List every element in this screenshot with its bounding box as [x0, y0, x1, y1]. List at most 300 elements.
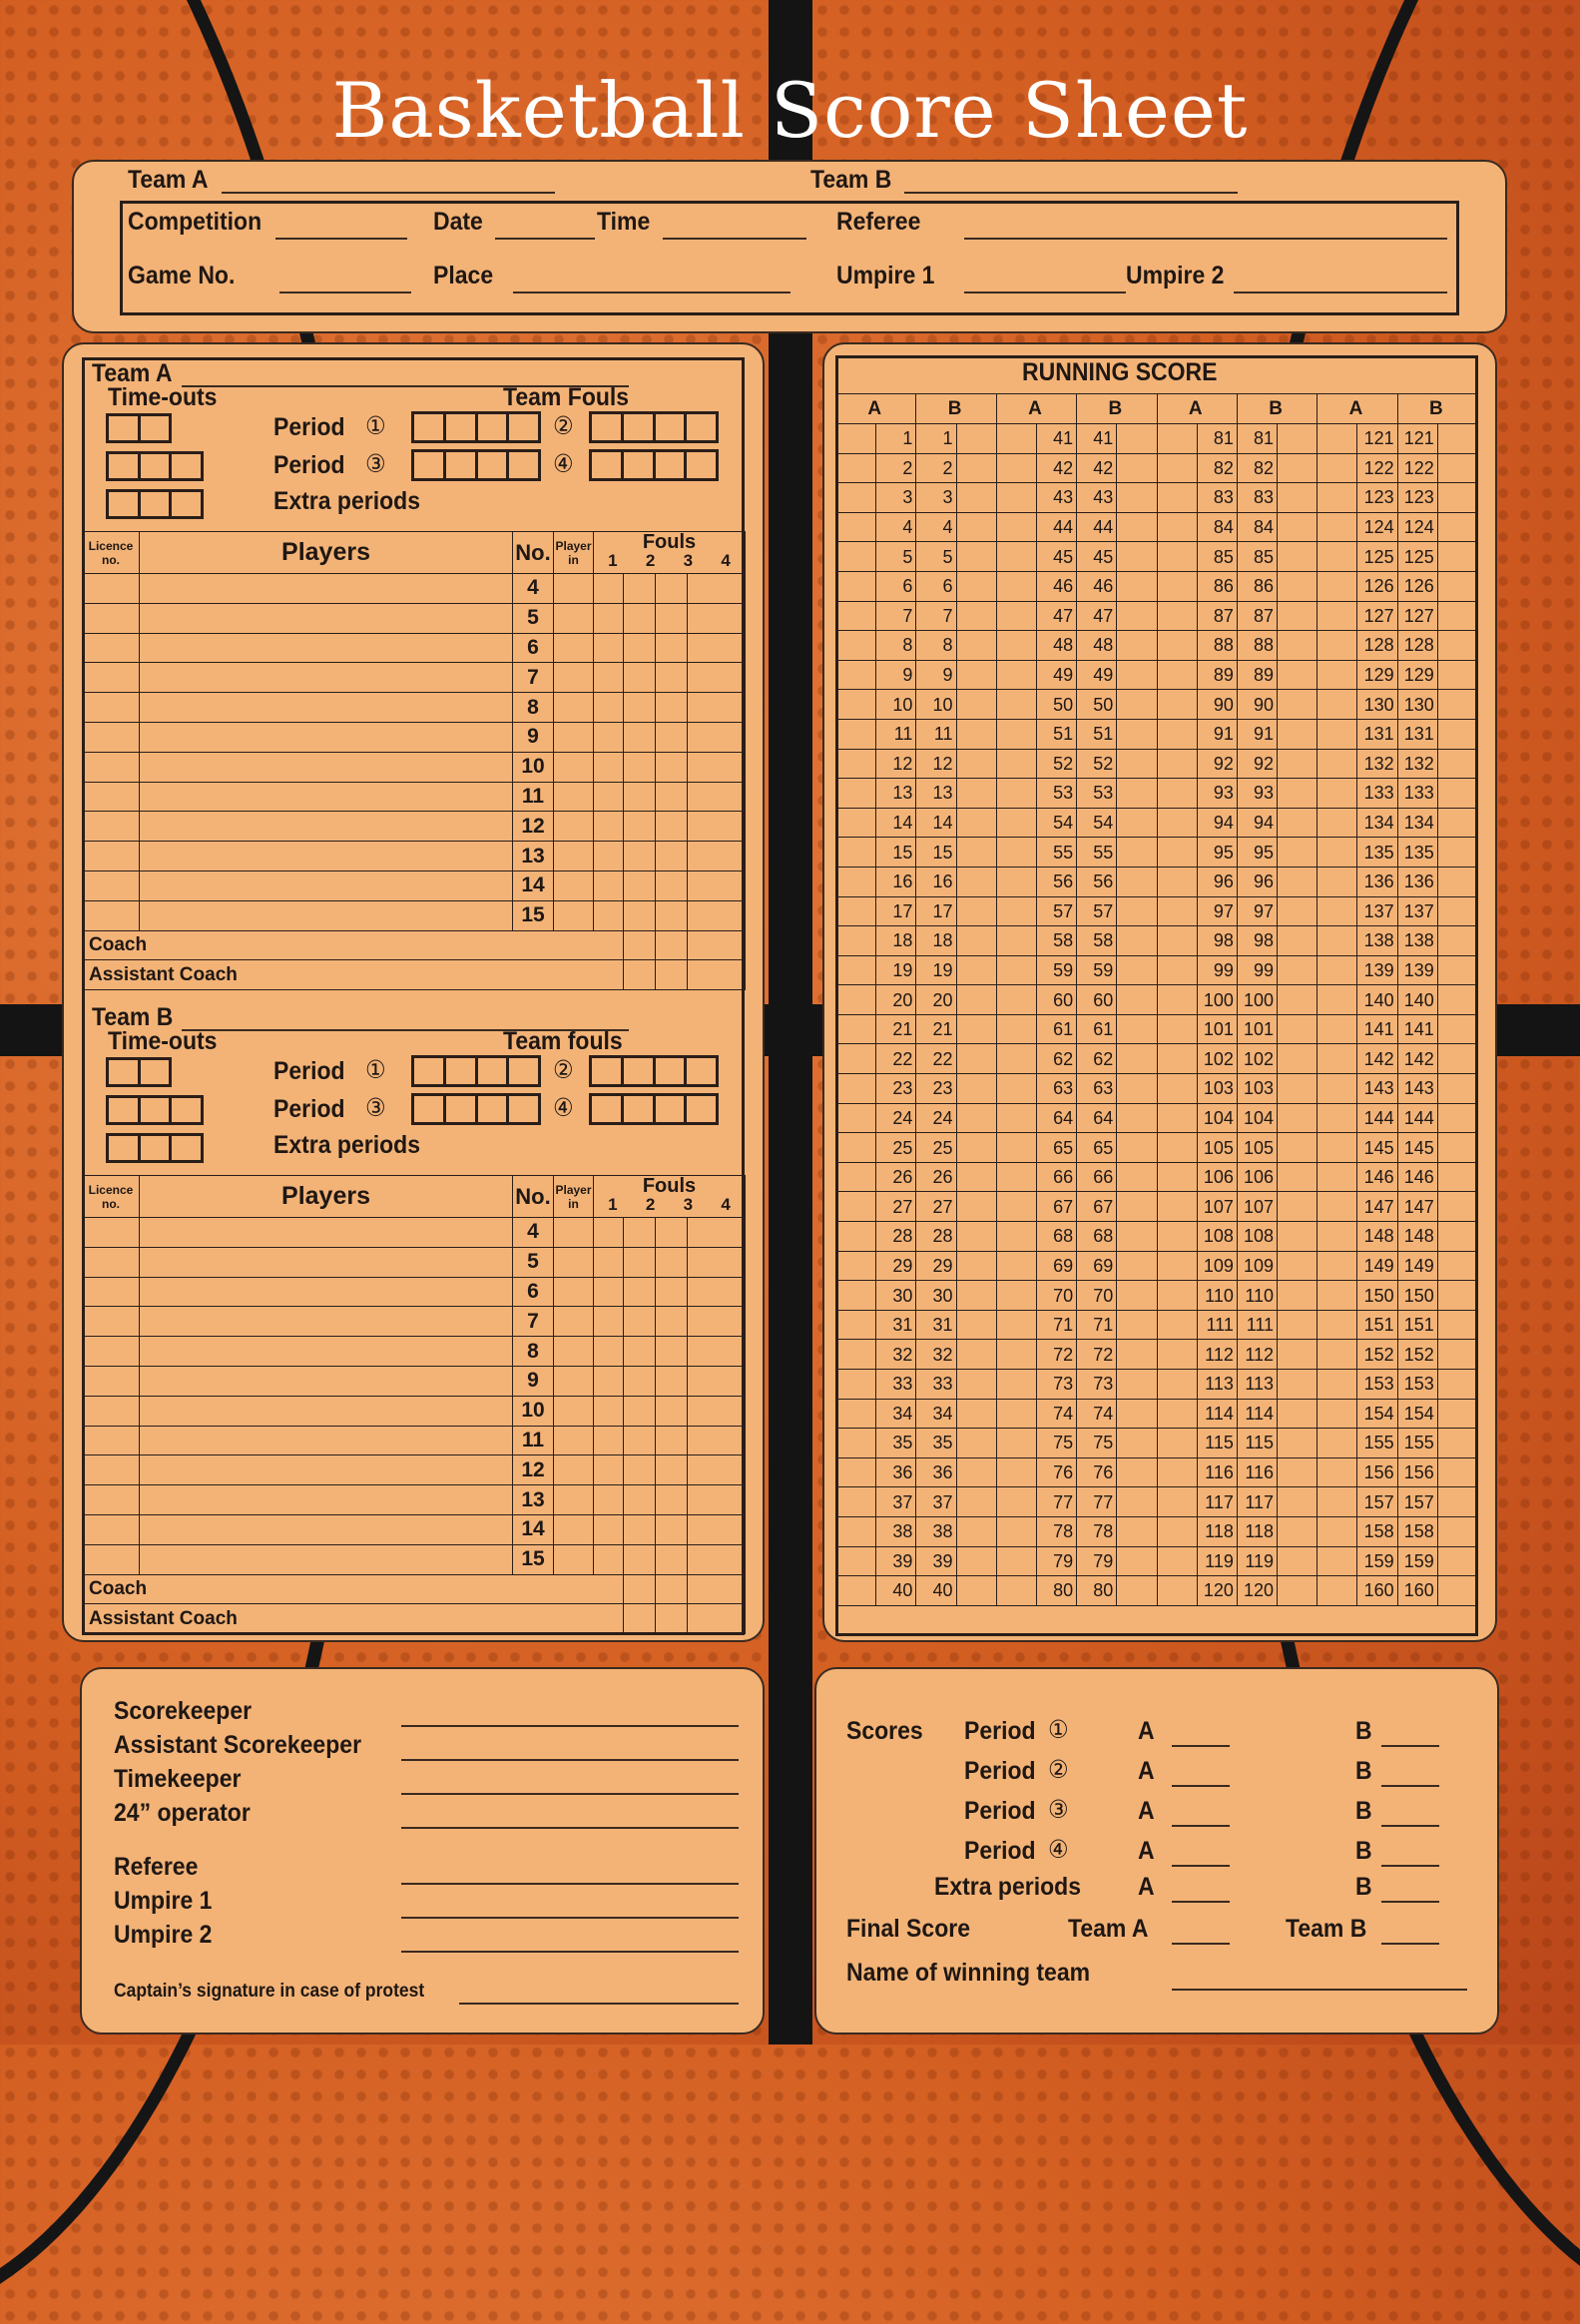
- running-score-mark-b[interactable]: [956, 926, 996, 956]
- running-score-mark-a[interactable]: [1157, 985, 1197, 1015]
- box-cell[interactable]: [141, 1060, 170, 1084]
- box-cell[interactable]: [656, 1096, 688, 1122]
- foul-cell[interactable]: [656, 842, 688, 872]
- scores-a-field-1[interactable]: [1172, 1745, 1230, 1747]
- team-b-fouls-period-4[interactable]: [589, 1093, 719, 1125]
- running-score-a-121[interactable]: 121: [1357, 424, 1397, 454]
- final-team-b-field[interactable]: [1381, 1943, 1439, 1945]
- running-score-b-95[interactable]: 95: [1237, 838, 1277, 868]
- licence-cell[interactable]: [83, 574, 140, 604]
- running-score-mark-b[interactable]: [1278, 926, 1317, 956]
- running-score-b-119[interactable]: 119: [1237, 1546, 1277, 1576]
- running-score-a-72[interactable]: 72: [1036, 1340, 1076, 1370]
- running-score-mark-a[interactable]: [1157, 1399, 1197, 1429]
- running-score-mark-b[interactable]: [956, 1133, 996, 1163]
- running-score-mark-a[interactable]: [1157, 1457, 1197, 1487]
- running-score-b-132[interactable]: 132: [1397, 749, 1437, 779]
- running-score-mark-b[interactable]: [1437, 1576, 1477, 1606]
- running-score-mark-b[interactable]: [1437, 512, 1477, 542]
- running-score-mark-a[interactable]: [836, 660, 876, 690]
- running-score-mark-a[interactable]: [1157, 631, 1197, 661]
- time-field[interactable]: [663, 238, 806, 240]
- team-b-fouls-period-2[interactable]: [589, 1055, 719, 1087]
- running-score-b-74[interactable]: 74: [1077, 1399, 1117, 1429]
- running-score-b-41[interactable]: 41: [1077, 424, 1117, 454]
- running-score-a-57[interactable]: 57: [1036, 896, 1076, 926]
- running-score-mark-a[interactable]: [1157, 719, 1197, 749]
- team-b-timeouts-row1[interactable]: [106, 1057, 172, 1087]
- player-in-cell[interactable]: [554, 782, 594, 812]
- running-score-a-62[interactable]: 62: [1036, 1044, 1076, 1074]
- running-score-b-136[interactable]: 136: [1397, 867, 1437, 896]
- running-score-b-14[interactable]: 14: [916, 808, 956, 838]
- running-score-a-51[interactable]: 51: [1036, 719, 1076, 749]
- foul-cell[interactable]: [688, 1514, 746, 1544]
- coach-foul-cell[interactable]: [656, 930, 688, 960]
- running-score-a-154[interactable]: 154: [1357, 1399, 1397, 1429]
- foul-cell[interactable]: [688, 752, 746, 782]
- box-cell[interactable]: [509, 1096, 538, 1122]
- box-cell[interactable]: [414, 452, 446, 478]
- running-score-a-159[interactable]: 159: [1357, 1546, 1397, 1576]
- running-score-b-140[interactable]: 140: [1397, 985, 1437, 1015]
- running-score-mark-a[interactable]: [1317, 1103, 1357, 1133]
- running-score-mark-b[interactable]: [956, 1340, 996, 1370]
- box-cell[interactable]: [141, 492, 173, 516]
- running-score-b-58[interactable]: 58: [1077, 926, 1117, 956]
- running-score-a-152[interactable]: 152: [1357, 1340, 1397, 1370]
- running-score-mark-b[interactable]: [956, 571, 996, 601]
- running-score-b-12[interactable]: 12: [916, 749, 956, 779]
- running-score-mark-a[interactable]: [996, 838, 1036, 868]
- running-score-a-125[interactable]: 125: [1357, 542, 1397, 572]
- running-score-b-143[interactable]: 143: [1397, 1074, 1437, 1104]
- running-score-a-25[interactable]: 25: [876, 1133, 916, 1163]
- foul-cell[interactable]: [656, 1514, 688, 1544]
- running-score-a-110[interactable]: 110: [1197, 1281, 1237, 1311]
- scores-extra-b-field[interactable]: [1381, 1901, 1439, 1903]
- player-name-cell[interactable]: [140, 1337, 513, 1367]
- running-score-a-77[interactable]: 77: [1036, 1487, 1076, 1517]
- foul-cell[interactable]: [594, 1277, 624, 1307]
- scores-a-field-4[interactable]: [1172, 1865, 1230, 1867]
- running-score-mark-a[interactable]: [1317, 601, 1357, 631]
- date-field[interactable]: [495, 238, 595, 240]
- running-score-a-22[interactable]: 22: [876, 1044, 916, 1074]
- running-score-a-83[interactable]: 83: [1197, 483, 1237, 513]
- running-score-a-92[interactable]: 92: [1197, 749, 1237, 779]
- running-score-mark-a[interactable]: [1157, 926, 1197, 956]
- running-score-mark-b[interactable]: [1437, 424, 1477, 454]
- running-score-mark-b[interactable]: [1117, 424, 1157, 454]
- box-cell[interactable]: [109, 492, 141, 516]
- running-score-mark-a[interactable]: [836, 867, 876, 896]
- player-name-cell[interactable]: [140, 842, 513, 872]
- running-score-mark-b[interactable]: [1278, 1546, 1317, 1576]
- running-score-mark-a[interactable]: [996, 985, 1036, 1015]
- running-score-b-87[interactable]: 87: [1237, 601, 1277, 631]
- running-score-b-32[interactable]: 32: [916, 1340, 956, 1370]
- running-score-mark-b[interactable]: [1437, 542, 1477, 572]
- running-score-a-119[interactable]: 119: [1197, 1546, 1237, 1576]
- running-score-b-47[interactable]: 47: [1077, 601, 1117, 631]
- foul-cell[interactable]: [688, 812, 746, 842]
- player-name-cell[interactable]: [140, 722, 513, 752]
- coach-foul-cell[interactable]: [656, 1574, 688, 1604]
- running-score-a-68[interactable]: 68: [1036, 1222, 1076, 1252]
- running-score-b-152[interactable]: 152: [1397, 1340, 1437, 1370]
- team-b-fouls-period-1[interactable]: [411, 1055, 541, 1087]
- foul-cell[interactable]: [688, 1485, 746, 1515]
- coach-foul-cell[interactable]: [624, 960, 656, 990]
- foul-cell[interactable]: [624, 812, 656, 842]
- running-score-a-24[interactable]: 24: [876, 1103, 916, 1133]
- running-score-a-134[interactable]: 134: [1357, 808, 1397, 838]
- running-score-a-145[interactable]: 145: [1357, 1133, 1397, 1163]
- running-score-b-126[interactable]: 126: [1397, 571, 1437, 601]
- running-score-a-41[interactable]: 41: [1036, 424, 1076, 454]
- running-score-mark-b[interactable]: [956, 867, 996, 896]
- running-score-b-60[interactable]: 60: [1077, 985, 1117, 1015]
- licence-cell[interactable]: [83, 693, 140, 723]
- running-score-mark-a[interactable]: [1157, 424, 1197, 454]
- foul-cell[interactable]: [656, 1426, 688, 1455]
- running-score-mark-b[interactable]: [1278, 1074, 1317, 1104]
- scores-extra-a-field[interactable]: [1172, 1901, 1230, 1903]
- running-score-mark-b[interactable]: [1117, 453, 1157, 483]
- team-a-timeouts-row1[interactable]: [106, 413, 172, 443]
- running-score-b-139[interactable]: 139: [1397, 955, 1437, 985]
- running-score-b-10[interactable]: 10: [916, 690, 956, 720]
- foul-cell[interactable]: [656, 1455, 688, 1485]
- running-score-mark-a[interactable]: [836, 1576, 876, 1606]
- running-score-mark-b[interactable]: [1437, 1399, 1477, 1429]
- foul-cell[interactable]: [656, 1485, 688, 1515]
- running-score-a-157[interactable]: 157: [1357, 1487, 1397, 1517]
- running-score-mark-b[interactable]: [956, 719, 996, 749]
- running-score-a-122[interactable]: 122: [1357, 453, 1397, 483]
- running-score-mark-a[interactable]: [1317, 749, 1357, 779]
- running-score-mark-a[interactable]: [1157, 838, 1197, 868]
- running-score-a-85[interactable]: 85: [1197, 542, 1237, 572]
- running-score-mark-a[interactable]: [996, 719, 1036, 749]
- running-score-a-151[interactable]: 151: [1357, 1310, 1397, 1340]
- running-score-mark-a[interactable]: [996, 1281, 1036, 1311]
- running-score-mark-a[interactable]: [996, 1014, 1036, 1044]
- foul-cell[interactable]: [594, 1247, 624, 1277]
- running-score-mark-a[interactable]: [1317, 542, 1357, 572]
- running-score-mark-a[interactable]: [996, 1192, 1036, 1222]
- running-score-b-39[interactable]: 39: [916, 1546, 956, 1576]
- running-score-a-10[interactable]: 10: [876, 690, 916, 720]
- foul-cell[interactable]: [624, 871, 656, 900]
- running-score-mark-a[interactable]: [996, 660, 1036, 690]
- running-score-mark-b[interactable]: [1437, 1310, 1477, 1340]
- running-score-mark-a[interactable]: [1157, 453, 1197, 483]
- running-score-mark-a[interactable]: [836, 1310, 876, 1340]
- running-score-mark-a[interactable]: [836, 1192, 876, 1222]
- running-score-mark-b[interactable]: [1117, 483, 1157, 513]
- running-score-a-78[interactable]: 78: [1036, 1516, 1076, 1546]
- running-score-mark-b[interactable]: [1437, 1281, 1477, 1311]
- running-score-mark-b[interactable]: [1117, 867, 1157, 896]
- running-score-mark-a[interactable]: [1157, 483, 1197, 513]
- running-score-b-109[interactable]: 109: [1237, 1251, 1277, 1281]
- foul-cell[interactable]: [624, 1277, 656, 1307]
- foul-cell[interactable]: [656, 1337, 688, 1367]
- running-score-a-137[interactable]: 137: [1357, 896, 1397, 926]
- player-name-cell[interactable]: [140, 574, 513, 604]
- foul-cell[interactable]: [656, 693, 688, 723]
- running-score-b-75[interactable]: 75: [1077, 1429, 1117, 1458]
- running-score-a-36[interactable]: 36: [876, 1457, 916, 1487]
- player-name-cell[interactable]: [140, 1366, 513, 1396]
- foul-cell[interactable]: [656, 782, 688, 812]
- running-score-mark-b[interactable]: [956, 483, 996, 513]
- running-score-mark-a[interactable]: [1157, 1281, 1197, 1311]
- foul-cell[interactable]: [656, 1544, 688, 1574]
- running-score-mark-a[interactable]: [996, 1516, 1036, 1546]
- running-score-mark-b[interactable]: [1117, 1457, 1157, 1487]
- coach-foul-cell[interactable]: [688, 1574, 746, 1604]
- running-score-mark-b[interactable]: [956, 1192, 996, 1222]
- running-score-mark-b[interactable]: [1117, 1222, 1157, 1252]
- box-cell[interactable]: [172, 492, 201, 516]
- running-score-b-40[interactable]: 40: [916, 1576, 956, 1606]
- running-score-b-89[interactable]: 89: [1237, 660, 1277, 690]
- running-score-a-130[interactable]: 130: [1357, 690, 1397, 720]
- player-in-cell[interactable]: [554, 663, 594, 693]
- officials-umpire1-field[interactable]: [401, 1917, 739, 1919]
- running-score-b-120[interactable]: 120: [1237, 1576, 1277, 1606]
- running-score-mark-a[interactable]: [996, 955, 1036, 985]
- running-score-mark-a[interactable]: [996, 1222, 1036, 1252]
- running-score-a-75[interactable]: 75: [1036, 1429, 1076, 1458]
- player-in-cell[interactable]: [554, 574, 594, 604]
- running-score-mark-b[interactable]: [1117, 1014, 1157, 1044]
- running-score-a-104[interactable]: 104: [1197, 1103, 1237, 1133]
- coach-foul-cell[interactable]: [688, 930, 746, 960]
- running-score-b-116[interactable]: 116: [1237, 1457, 1277, 1487]
- running-score-a-103[interactable]: 103: [1197, 1074, 1237, 1104]
- foul-cell[interactable]: [624, 1544, 656, 1574]
- running-score-a-18[interactable]: 18: [876, 926, 916, 956]
- box-cell[interactable]: [141, 416, 170, 440]
- running-score-b-127[interactable]: 127: [1397, 601, 1437, 631]
- player-in-cell[interactable]: [554, 1455, 594, 1485]
- running-score-mark-b[interactable]: [1278, 1576, 1317, 1606]
- foul-cell[interactable]: [688, 603, 746, 633]
- player-name-cell[interactable]: [140, 1307, 513, 1337]
- foul-cell[interactable]: [656, 1396, 688, 1426]
- running-score-mark-b[interactable]: [1278, 1222, 1317, 1252]
- running-score-a-108[interactable]: 108: [1197, 1222, 1237, 1252]
- running-score-b-118[interactable]: 118: [1237, 1516, 1277, 1546]
- running-score-b-90[interactable]: 90: [1237, 690, 1277, 720]
- running-score-mark-a[interactable]: [996, 1429, 1036, 1458]
- running-score-b-63[interactable]: 63: [1077, 1074, 1117, 1104]
- scores-b-field-4[interactable]: [1381, 1865, 1439, 1867]
- running-score-a-148[interactable]: 148: [1357, 1222, 1397, 1252]
- running-score-mark-b[interactable]: [1437, 1044, 1477, 1074]
- player-name-cell[interactable]: [140, 812, 513, 842]
- running-score-b-98[interactable]: 98: [1237, 926, 1277, 956]
- foul-cell[interactable]: [688, 1544, 746, 1574]
- running-score-a-113[interactable]: 113: [1197, 1370, 1237, 1400]
- running-score-b-144[interactable]: 144: [1397, 1103, 1437, 1133]
- running-score-mark-a[interactable]: [996, 1162, 1036, 1192]
- running-score-mark-b[interactable]: [1117, 631, 1157, 661]
- running-score-mark-b[interactable]: [1437, 838, 1477, 868]
- running-score-a-21[interactable]: 21: [876, 1014, 916, 1044]
- running-score-mark-a[interactable]: [836, 896, 876, 926]
- running-score-mark-b[interactable]: [1437, 1074, 1477, 1104]
- running-score-mark-a[interactable]: [836, 985, 876, 1015]
- running-score-mark-b[interactable]: [1278, 1340, 1317, 1370]
- running-score-b-30[interactable]: 30: [916, 1281, 956, 1311]
- running-score-b-86[interactable]: 86: [1237, 571, 1277, 601]
- foul-cell[interactable]: [624, 1218, 656, 1248]
- running-score-b-16[interactable]: 16: [916, 867, 956, 896]
- foul-cell[interactable]: [624, 782, 656, 812]
- running-score-mark-a[interactable]: [1317, 926, 1357, 956]
- running-score-mark-a[interactable]: [1317, 955, 1357, 985]
- running-score-b-4[interactable]: 4: [916, 512, 956, 542]
- running-score-mark-b[interactable]: [1437, 1162, 1477, 1192]
- box-cell[interactable]: [109, 1136, 141, 1160]
- box-cell[interactable]: [414, 414, 446, 440]
- player-in-cell[interactable]: [554, 1396, 594, 1426]
- foul-cell[interactable]: [688, 900, 746, 930]
- licence-cell[interactable]: [83, 663, 140, 693]
- foul-cell[interactable]: [656, 1277, 688, 1307]
- box-cell[interactable]: [656, 1058, 688, 1084]
- running-score-mark-a[interactable]: [836, 1103, 876, 1133]
- foul-cell[interactable]: [656, 1218, 688, 1248]
- running-score-b-21[interactable]: 21: [916, 1014, 956, 1044]
- running-score-a-30[interactable]: 30: [876, 1281, 916, 1311]
- box-cell[interactable]: [687, 1096, 716, 1122]
- running-score-b-45[interactable]: 45: [1077, 542, 1117, 572]
- foul-cell[interactable]: [594, 1514, 624, 1544]
- running-score-mark-a[interactable]: [1317, 985, 1357, 1015]
- running-score-mark-a[interactable]: [836, 424, 876, 454]
- running-score-mark-a[interactable]: [1317, 1370, 1357, 1400]
- running-score-mark-a[interactable]: [1157, 749, 1197, 779]
- running-score-b-27[interactable]: 27: [916, 1192, 956, 1222]
- running-score-mark-a[interactable]: [1157, 512, 1197, 542]
- running-score-mark-b[interactable]: [1278, 1370, 1317, 1400]
- foul-cell[interactable]: [624, 1247, 656, 1277]
- operator24-field[interactable]: [401, 1827, 739, 1829]
- running-score-mark-b[interactable]: [1278, 512, 1317, 542]
- running-score-mark-b[interactable]: [956, 955, 996, 985]
- running-score-b-115[interactable]: 115: [1237, 1429, 1277, 1458]
- running-score-a-15[interactable]: 15: [876, 838, 916, 868]
- box-cell[interactable]: [414, 1096, 446, 1122]
- running-score-a-45[interactable]: 45: [1036, 542, 1076, 572]
- running-score-mark-b[interactable]: [1437, 1014, 1477, 1044]
- running-score-mark-b[interactable]: [1437, 1103, 1477, 1133]
- running-score-a-1[interactable]: 1: [876, 424, 916, 454]
- foul-cell[interactable]: [594, 1366, 624, 1396]
- coach-foul-cell[interactable]: [688, 1604, 746, 1634]
- running-score-a-95[interactable]: 95: [1197, 838, 1237, 868]
- running-score-mark-b[interactable]: [1278, 838, 1317, 868]
- running-score-mark-a[interactable]: [1317, 1222, 1357, 1252]
- player-name-cell[interactable]: [140, 1544, 513, 1574]
- player-in-cell[interactable]: [554, 900, 594, 930]
- running-score-b-50[interactable]: 50: [1077, 690, 1117, 720]
- running-score-a-81[interactable]: 81: [1197, 424, 1237, 454]
- team-b-field[interactable]: [904, 192, 1238, 194]
- running-score-b-81[interactable]: 81: [1237, 424, 1277, 454]
- box-cell[interactable]: [624, 452, 656, 478]
- running-score-mark-a[interactable]: [1157, 690, 1197, 720]
- box-cell[interactable]: [687, 452, 716, 478]
- winning-team-field[interactable]: [1172, 1989, 1467, 1991]
- running-score-a-97[interactable]: 97: [1197, 896, 1237, 926]
- licence-cell[interactable]: [83, 871, 140, 900]
- coach-foul-cell[interactable]: [656, 960, 688, 990]
- officials-umpire2-field[interactable]: [401, 1951, 739, 1953]
- player-in-cell[interactable]: [554, 1514, 594, 1544]
- running-score-mark-a[interactable]: [836, 512, 876, 542]
- running-score-b-117[interactable]: 117: [1237, 1487, 1277, 1517]
- running-score-b-137[interactable]: 137: [1397, 896, 1437, 926]
- running-score-mark-b[interactable]: [1437, 1192, 1477, 1222]
- referee-field[interactable]: [964, 238, 1447, 240]
- box-cell[interactable]: [446, 414, 478, 440]
- running-score-b-44[interactable]: 44: [1077, 512, 1117, 542]
- running-score-a-155[interactable]: 155: [1357, 1429, 1397, 1458]
- running-score-mark-a[interactable]: [1317, 1281, 1357, 1311]
- timekeeper-field[interactable]: [401, 1793, 739, 1795]
- running-score-a-76[interactable]: 76: [1036, 1457, 1076, 1487]
- player-name-cell[interactable]: [140, 871, 513, 900]
- running-score-mark-b[interactable]: [1278, 1251, 1317, 1281]
- running-score-mark-b[interactable]: [956, 631, 996, 661]
- running-score-b-99[interactable]: 99: [1237, 955, 1277, 985]
- running-score-mark-b[interactable]: [1117, 1516, 1157, 1546]
- foul-cell[interactable]: [594, 782, 624, 812]
- running-score-mark-a[interactable]: [836, 1281, 876, 1311]
- running-score-mark-a[interactable]: [996, 453, 1036, 483]
- running-score-b-130[interactable]: 130: [1397, 690, 1437, 720]
- foul-cell[interactable]: [656, 1366, 688, 1396]
- licence-cell[interactable]: [83, 1396, 140, 1426]
- licence-cell[interactable]: [83, 812, 140, 842]
- running-score-a-54[interactable]: 54: [1036, 808, 1076, 838]
- running-score-mark-a[interactable]: [836, 1074, 876, 1104]
- running-score-mark-b[interactable]: [956, 1546, 996, 1576]
- running-score-a-12[interactable]: 12: [876, 749, 916, 779]
- foul-cell[interactable]: [688, 1218, 746, 1248]
- running-score-a-156[interactable]: 156: [1357, 1457, 1397, 1487]
- player-in-cell[interactable]: [554, 752, 594, 782]
- running-score-a-114[interactable]: 114: [1197, 1399, 1237, 1429]
- running-score-b-20[interactable]: 20: [916, 985, 956, 1015]
- player-name-cell[interactable]: [140, 1247, 513, 1277]
- running-score-a-123[interactable]: 123: [1357, 483, 1397, 513]
- running-score-mark-a[interactable]: [1317, 1014, 1357, 1044]
- running-score-mark-a[interactable]: [1317, 690, 1357, 720]
- running-score-mark-b[interactable]: [956, 838, 996, 868]
- running-score-a-9[interactable]: 9: [876, 660, 916, 690]
- running-score-b-108[interactable]: 108: [1237, 1222, 1277, 1252]
- player-name-cell[interactable]: [140, 900, 513, 930]
- running-score-mark-a[interactable]: [1157, 1576, 1197, 1606]
